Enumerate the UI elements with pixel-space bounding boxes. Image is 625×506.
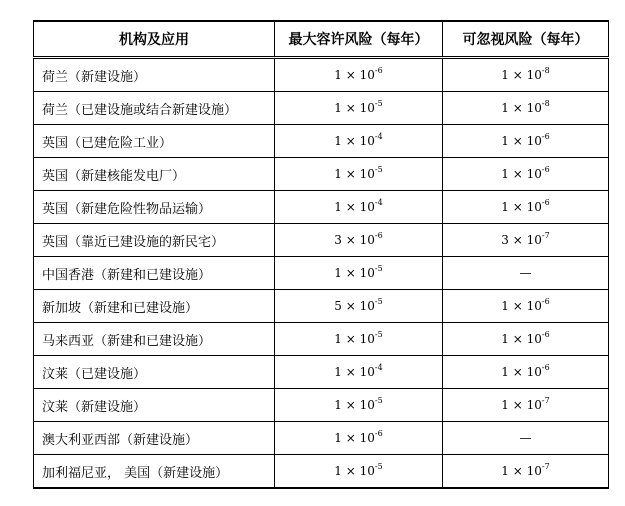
times-symbol: × <box>345 266 356 280</box>
institution-cell: 新加坡（新建和已建设施） <box>34 290 275 323</box>
max-tolerable-risk-cell <box>275 92 443 125</box>
max-tolerable-risk-cell <box>275 257 443 290</box>
negligible-risk-cell <box>443 224 609 257</box>
exponent: -5 <box>374 462 383 471</box>
exponent: -5 <box>374 330 383 339</box>
institution-cell: 英国（新建危险性物品运输） <box>34 191 275 224</box>
coefficient: 1 <box>501 200 509 214</box>
base-ten: 10 <box>359 101 375 115</box>
base-ten: 10 <box>526 398 542 412</box>
max-tolerable-risk-cell <box>275 125 443 158</box>
times-symbol: × <box>512 299 523 313</box>
exponent: -7 <box>541 231 550 240</box>
times-symbol: × <box>345 431 356 445</box>
times-symbol: × <box>345 68 356 82</box>
table-row <box>34 158 609 191</box>
max-tolerable-risk-cell <box>275 323 443 356</box>
max-tolerable-risk-cell <box>275 356 443 389</box>
max-tolerable-risk-cell <box>275 422 443 455</box>
base-ten: 10 <box>359 167 375 181</box>
institution-cell: 澳大利亚西部（新建设施） <box>34 422 275 455</box>
base-ten: 10 <box>526 464 542 478</box>
coefficient: 1 <box>334 134 342 148</box>
institution-cell: 中国香港（新建和已建设施） <box>34 257 275 290</box>
exponent: -5 <box>374 264 383 273</box>
max-tolerable-risk-cell <box>275 389 443 422</box>
table-row <box>34 191 609 224</box>
base-ten: 10 <box>526 68 542 82</box>
negligible-risk-cell <box>443 389 609 422</box>
times-symbol: × <box>512 365 523 379</box>
coefficient: 1 <box>501 101 509 115</box>
exponent: -5 <box>374 99 383 108</box>
table-row <box>34 389 609 422</box>
base-ten: 10 <box>359 233 375 247</box>
coefficient: 1 <box>501 299 509 313</box>
times-symbol: × <box>512 200 523 214</box>
negligible-risk-cell <box>443 290 609 323</box>
coefficient: 1 <box>501 398 509 412</box>
coefficient: 1 <box>334 332 342 346</box>
coefficient: 1 <box>334 266 342 280</box>
header-institution: 机构及应用 <box>34 21 275 58</box>
exponent: -6 <box>541 132 550 141</box>
coefficient: 1 <box>501 464 509 478</box>
exponent: -8 <box>541 66 550 75</box>
base-ten: 10 <box>359 134 375 148</box>
max-tolerable-risk-cell <box>275 455 443 489</box>
negligible-risk-cell <box>443 257 609 290</box>
negligible-risk-cell <box>443 158 609 191</box>
base-ten: 10 <box>526 233 542 247</box>
dash-value: — <box>519 266 532 280</box>
base-ten: 10 <box>359 365 375 379</box>
table-row <box>34 224 609 257</box>
institution-cell: 汶莱（新建设施） <box>34 389 275 422</box>
base-ten: 10 <box>526 365 542 379</box>
exponent: -6 <box>541 330 550 339</box>
base-ten: 10 <box>526 167 542 181</box>
coefficient: 1 <box>334 68 342 82</box>
header-row <box>34 21 609 58</box>
table-row <box>34 455 609 489</box>
exponent: -5 <box>374 297 383 306</box>
max-tolerable-risk-cell <box>275 290 443 323</box>
table-row <box>34 356 609 389</box>
coefficient: 3 <box>501 233 509 247</box>
coefficient: 1 <box>501 134 509 148</box>
coefficient: 1 <box>334 464 342 478</box>
base-ten: 10 <box>359 332 375 346</box>
times-symbol: × <box>512 167 523 181</box>
coefficient: 1 <box>334 431 342 445</box>
base-ten: 10 <box>526 134 542 148</box>
times-symbol: × <box>512 233 523 247</box>
coefficient: 1 <box>334 398 342 412</box>
times-symbol: × <box>345 365 356 379</box>
coefficient: 1 <box>334 365 342 379</box>
institution-cell: 英国（新建核能发电厂） <box>34 158 275 191</box>
times-symbol: × <box>345 299 356 313</box>
institution-cell: 英国（已建危险工业） <box>34 125 275 158</box>
times-symbol: × <box>345 200 356 214</box>
coefficient: 3 <box>334 233 342 247</box>
negligible-risk-cell <box>443 323 609 356</box>
dash-value: — <box>519 431 532 445</box>
table-row <box>34 58 609 92</box>
base-ten: 10 <box>359 398 375 412</box>
table-row <box>34 92 609 125</box>
exponent: -6 <box>541 363 550 372</box>
base-ten: 10 <box>359 200 375 214</box>
base-ten: 10 <box>359 68 375 82</box>
base-ten: 10 <box>359 299 375 313</box>
institution-cell: 加利福尼亚， 美国（新建设施） <box>34 455 275 489</box>
exponent: -4 <box>374 363 383 372</box>
coefficient: 1 <box>501 332 509 346</box>
institution-cell: 荷兰（已建设施或结合新建设施） <box>34 92 275 125</box>
exponent: -5 <box>374 396 383 405</box>
max-tolerable-risk-cell <box>275 224 443 257</box>
times-symbol: × <box>345 167 356 181</box>
table-row <box>34 422 609 455</box>
times-symbol: × <box>345 134 356 148</box>
times-symbol: × <box>345 332 356 346</box>
times-symbol: × <box>345 398 356 412</box>
base-ten: 10 <box>359 464 375 478</box>
negligible-risk-cell <box>443 92 609 125</box>
header-max-tolerable-risk: 最大容许风险（每年） <box>275 21 443 58</box>
table-row <box>34 257 609 290</box>
institution-cell: 英国（靠近已建设施的新民宅） <box>34 224 275 257</box>
exponent: -6 <box>541 297 550 306</box>
times-symbol: × <box>345 101 356 115</box>
base-ten: 10 <box>359 431 375 445</box>
institution-cell: 马来西亚（新建和已建设施） <box>34 323 275 356</box>
max-tolerable-risk-cell <box>275 191 443 224</box>
negligible-risk-cell <box>443 455 609 489</box>
institution-cell: 汶莱（已建设施） <box>34 356 275 389</box>
times-symbol: × <box>345 233 356 247</box>
exponent: -7 <box>541 462 550 471</box>
exponent: -5 <box>374 165 383 174</box>
times-symbol: × <box>512 464 523 478</box>
max-tolerable-risk-cell <box>275 158 443 191</box>
base-ten: 10 <box>526 200 542 214</box>
times-symbol: × <box>512 68 523 82</box>
negligible-risk-cell <box>443 58 609 92</box>
exponent: -6 <box>541 198 550 207</box>
table-body <box>34 58 609 489</box>
exponent: -6 <box>541 165 550 174</box>
base-ten: 10 <box>526 299 542 313</box>
exponent: -8 <box>541 99 550 108</box>
header-negligible-risk: 可忽视风险（每年） <box>443 21 609 58</box>
exponent: -7 <box>541 396 550 405</box>
coefficient: 5 <box>334 299 342 313</box>
negligible-risk-cell <box>443 356 609 389</box>
table-row <box>34 290 609 323</box>
base-ten: 10 <box>526 332 542 346</box>
coefficient: 1 <box>334 167 342 181</box>
negligible-risk-cell <box>443 422 609 455</box>
negligible-risk-cell <box>443 191 609 224</box>
coefficient: 1 <box>334 101 342 115</box>
coefficient: 1 <box>501 365 509 379</box>
times-symbol: × <box>512 332 523 346</box>
exponent: -6 <box>374 231 383 240</box>
base-ten: 10 <box>359 266 375 280</box>
max-tolerable-risk-cell <box>275 58 443 92</box>
risk-table <box>33 20 609 489</box>
times-symbol: × <box>512 101 523 115</box>
times-symbol: × <box>512 134 523 148</box>
base-ten: 10 <box>526 101 542 115</box>
times-symbol: × <box>512 398 523 412</box>
coefficient: 1 <box>501 167 509 181</box>
exponent: -6 <box>374 429 383 438</box>
exponent: -4 <box>374 198 383 207</box>
times-symbol: × <box>345 464 356 478</box>
negligible-risk-cell <box>443 125 609 158</box>
table-row <box>34 125 609 158</box>
table-row <box>34 323 609 356</box>
coefficient: 1 <box>501 68 509 82</box>
institution-cell: 荷兰（新建设施） <box>34 58 275 92</box>
exponent: -4 <box>374 132 383 141</box>
coefficient: 1 <box>334 200 342 214</box>
exponent: -6 <box>374 66 383 75</box>
